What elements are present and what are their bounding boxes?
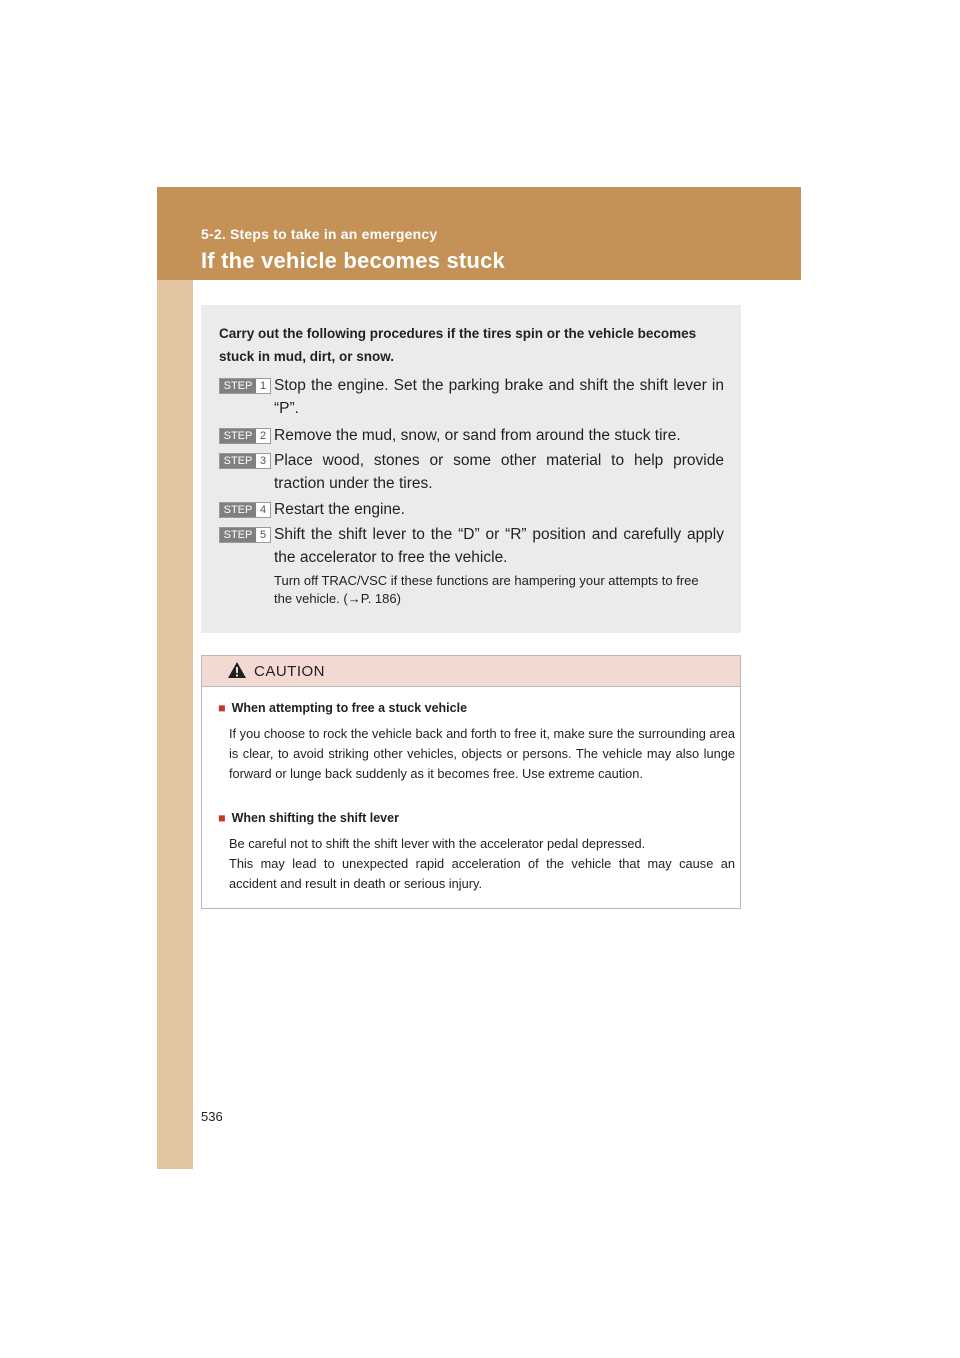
caution-paragraph: This may lead to unexpected rapid acceleration of the vehicle that may cause an accident and result in death or serious injury. — [229, 856, 735, 891]
page-title: If the vehicle becomes stuck — [201, 248, 505, 273]
step-text: Restart the engine. — [274, 501, 405, 518]
step-text: Shift the shift lever to the “D” or “R” position and carefully apply the accelerator to free the vehicle. — [274, 526, 724, 566]
bullet-square-icon: ■ — [218, 701, 226, 715]
step-badge — [219, 428, 271, 444]
step-badge-number: 5 — [259, 529, 267, 541]
caution-item-heading — [218, 701, 467, 715]
step-badge — [219, 453, 271, 469]
step-badge — [219, 378, 271, 394]
caution-box — [201, 655, 741, 909]
step-4 — [219, 498, 724, 521]
step-badge — [219, 527, 271, 543]
step-badge-label: STEP — [220, 454, 256, 468]
caution-item-body — [229, 724, 735, 784]
step-badge-label: STEP — [220, 429, 256, 443]
step-badge — [219, 502, 271, 518]
caution-header — [202, 656, 740, 687]
caution-paragraph: Be careful not to shift the shift lever with the accelerator pedal depressed. — [229, 836, 646, 851]
step-2 — [219, 424, 724, 447]
section-label: 5-2. Steps to take in an emergency — [201, 226, 438, 242]
page-number: 536 — [201, 1109, 223, 1124]
step-badge-number: 3 — [259, 455, 267, 467]
caution-heading-text: When shifting the shift lever — [231, 811, 399, 825]
warning-icon — [227, 661, 247, 679]
caution-title: CAUTION — [254, 663, 325, 680]
step-text: Stop the engine. Set the parking brake and shift the shift lever in “P”. — [274, 377, 724, 417]
step-note: Turn off TRAC/VSC if these functions are hampering your attempts to free the vehicle. (→P. 186) — [274, 573, 699, 606]
step-badge-label: STEP — [220, 379, 256, 393]
step-text: Remove the mud, snow, or sand from around the stuck tire. — [274, 427, 681, 444]
step-badge-number: 4 — [259, 504, 267, 516]
step-badge-number: 1 — [259, 380, 267, 392]
step-text: Place wood, stones or some other material to help provide traction under the tires. — [274, 452, 724, 492]
caution-heading-text: When attempting to free a stuck vehicle — [231, 701, 468, 715]
caution-paragraph: If you choose to rock the vehicle back and forth to free it, make sure the surrounding area is clear, to avoid striking other vehicles, objects or persons. The vehicle may also lunge forward or lunge back suddenly as it becomes free. Use extreme caution. — [229, 726, 735, 781]
step-3 — [219, 449, 724, 495]
step-badge-label: STEP — [220, 503, 256, 517]
caution-item-heading — [218, 811, 399, 825]
step-1 — [219, 374, 724, 420]
step-badge-number: 2 — [259, 430, 267, 442]
side-color-strip — [157, 187, 193, 1169]
caution-item-body — [229, 834, 735, 894]
step-5 — [219, 523, 724, 569]
bullet-square-icon: ■ — [218, 811, 226, 825]
intro-text: Carry out the following procedures if the tires spin or the vehicle becomes stuck in mud, dirt, or snow. — [219, 326, 697, 364]
step-badge-label: STEP — [220, 528, 256, 542]
